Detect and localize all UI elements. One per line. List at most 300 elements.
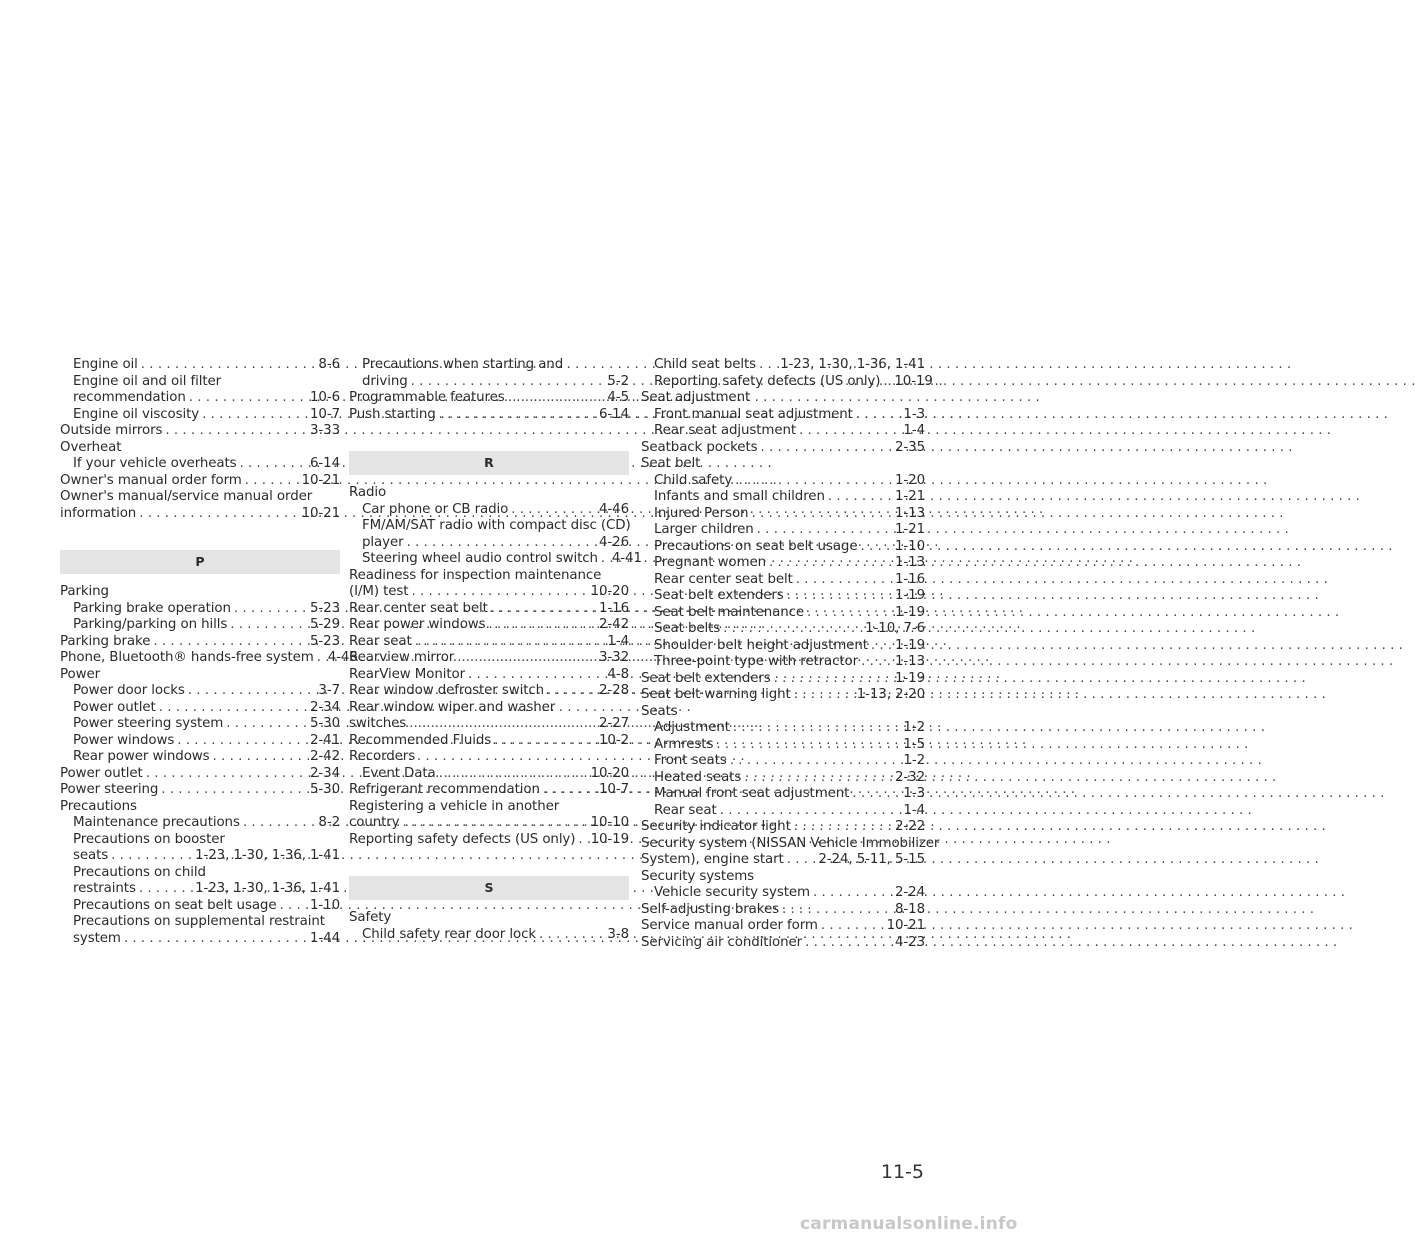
index-entry <box>641 786 925 803</box>
dot-leader <box>436 407 598 424</box>
section-letter-header: S <box>349 876 629 900</box>
index-entry <box>641 803 925 820</box>
dot-leader <box>174 733 309 750</box>
dot-leader <box>508 502 598 519</box>
index-page-ref: 4-41 <box>611 551 642 566</box>
index-page-ref: 1-3 <box>903 406 925 422</box>
index-page-ref: 1-19 <box>895 604 925 620</box>
index-entry <box>60 848 340 865</box>
index-entry <box>60 390 340 407</box>
index-page-ref: 10-19 <box>894 373 933 389</box>
index-page-ref: 10-21 <box>886 918 925 933</box>
index-entry-label: Precautions <box>60 798 137 814</box>
index-entry-label: Parking <box>60 584 109 599</box>
index-page-ref: 1-19 <box>895 637 925 653</box>
index-entry <box>60 898 340 915</box>
index-page-ref: 4-23 <box>895 934 925 950</box>
index-page-ref: 1-2 <box>903 720 925 735</box>
index-page-ref: 8-6 <box>318 357 340 372</box>
index-entry-label: Event Data <box>362 765 436 781</box>
dot-leader <box>727 753 903 770</box>
index-entry-label: Parking/parking on hills <box>73 617 228 632</box>
index-entry <box>349 601 629 618</box>
index-page-ref: 2-42 <box>310 749 340 764</box>
index-page-ref: 4-46 <box>327 650 358 665</box>
index-heading <box>641 835 940 853</box>
index-entry <box>60 473 340 490</box>
index-entry-label: Overheat <box>60 439 122 455</box>
index-entry-label: Reporting safety defects (US only) <box>654 373 881 389</box>
index-entry <box>641 720 925 737</box>
dot-leader <box>868 638 894 655</box>
index-page-ref: 1-4 <box>903 423 925 438</box>
index-entry-label: Outside mirrors <box>60 423 163 438</box>
index-page-ref: 4-26 <box>599 534 629 550</box>
index-entry-label: Seatback pockets <box>641 439 758 455</box>
index-entry-label: Power windows <box>73 732 175 748</box>
index-entry <box>641 373 933 391</box>
index-entry-label: Shoulder belt height adjustment <box>654 637 868 653</box>
index-page-ref: 1-13, 2-20 <box>856 687 925 702</box>
index-page-ref: 3-8 <box>607 926 629 942</box>
dot-leader <box>732 473 894 490</box>
dot-leader <box>138 357 318 374</box>
index-page-ref: 1-10, 7-6 <box>865 621 925 636</box>
index-entry <box>349 617 629 634</box>
index-entry <box>60 749 340 766</box>
index-entry-label: Owner's manual order form <box>60 472 242 488</box>
dot-leader <box>791 687 856 704</box>
index-page-ref: 2-28 <box>599 683 629 698</box>
index-entry <box>60 601 340 618</box>
dot-leader <box>162 423 309 440</box>
section-spacer <box>349 848 629 872</box>
index-column-3 <box>641 357 940 951</box>
index-entry <box>641 737 925 754</box>
index-entry-label: Rear power windows <box>73 749 210 764</box>
dot-leader <box>185 683 318 700</box>
index-page-ref: 4-46 <box>599 501 629 517</box>
index-page-ref: 5-30 <box>310 782 340 797</box>
index-entry-label: seats <box>73 848 109 863</box>
index-entry <box>60 506 340 523</box>
index-heading <box>349 799 629 816</box>
index-entry-label: Adjustment <box>654 720 730 735</box>
index-entry-label: Larger children <box>654 522 754 537</box>
dot-leader <box>240 815 318 832</box>
index-page-ref: 1-44 <box>310 930 340 946</box>
index-entry-label: Servicing air conditioner <box>641 934 803 950</box>
index-entry-label: Security indicator light <box>641 819 791 834</box>
index-entry-label: Seat belt maintenance <box>654 604 805 620</box>
index-page-ref: 1-13 <box>895 505 925 521</box>
dot-leader <box>880 374 893 391</box>
index-entry <box>349 716 629 733</box>
section-letter-header: P <box>60 550 340 574</box>
index-heading <box>349 700 629 717</box>
index-page-ref: 2-27 <box>599 716 629 731</box>
index-page-ref: 10-10 <box>590 815 629 830</box>
index-entry <box>641 473 925 490</box>
index-entry-label: Rear center seat belt <box>654 571 793 587</box>
dot-leader <box>536 927 606 944</box>
index-entry <box>641 638 925 655</box>
dot-leader <box>242 473 301 490</box>
dot-leader <box>796 423 902 440</box>
index-entry <box>641 489 925 506</box>
index-entry <box>349 683 629 700</box>
index-heading <box>60 667 340 684</box>
index-page-ref: 1-13 <box>895 654 925 669</box>
index-entry-label: Armrests <box>654 736 714 752</box>
index-page-ref: 4-5 <box>607 390 629 405</box>
index-entry <box>641 902 925 919</box>
index-entry-label: Injured Person <box>654 505 749 521</box>
index-entry-label: Service manual order form <box>641 918 818 933</box>
index-entry-label: player <box>362 534 404 550</box>
dot-leader <box>136 506 300 523</box>
index-entry <box>641 935 925 952</box>
index-entry-label: Precautions on child <box>73 864 206 880</box>
index-entry-label: Security system (NISSAN Vehicle Immobilizer <box>641 835 940 851</box>
index-entry <box>641 539 925 556</box>
index-entry-label: system <box>73 930 121 946</box>
dot-leader <box>436 766 590 783</box>
index-column-2 <box>349 357 642 943</box>
index-heading <box>60 914 340 931</box>
index-entry-label: Pregnant women <box>654 555 766 570</box>
index-page-ref: 10-2 <box>599 732 629 748</box>
dot-leader <box>575 832 589 849</box>
index-entry <box>641 819 925 836</box>
dot-leader <box>454 650 598 667</box>
index-entry <box>641 407 925 424</box>
dot-leader <box>598 551 611 568</box>
index-entry <box>641 605 925 622</box>
index-entry-label: Rear power windows <box>349 617 486 632</box>
dot-leader <box>818 918 886 935</box>
index-page-ref: 10-21 <box>301 472 340 488</box>
index-entry-label: Seat belt warning light <box>641 687 791 702</box>
index-entry <box>641 572 925 589</box>
index-entry-label: Seat belt extenders <box>641 670 771 686</box>
dot-leader <box>717 803 903 820</box>
dot-leader <box>488 601 598 618</box>
dot-leader <box>121 931 309 948</box>
index-entry-label: Heated seats <box>654 769 742 785</box>
index-entry-label: System), engine start <box>641 852 784 867</box>
index-entry <box>641 918 925 935</box>
index-entry-label: Child safety <box>654 472 733 488</box>
dot-leader <box>810 885 894 902</box>
index-page-ref: 1-16 <box>895 571 925 587</box>
index-entry <box>641 423 925 440</box>
index-page-ref: 1-20 <box>895 472 925 488</box>
index-page-ref: 6-14 <box>599 406 629 422</box>
index-page-ref: 2-42 <box>599 617 629 632</box>
index-page-ref: 10-21 <box>301 505 340 521</box>
index-entry-label: Readiness for inspection maintenance <box>349 567 602 583</box>
index-entry <box>60 716 340 733</box>
index-heading <box>60 374 340 391</box>
index-entry <box>60 407 340 424</box>
index-entry-label: Parking brake operation <box>73 600 231 616</box>
index-entry-label: Rear seat <box>654 802 717 818</box>
index-page-ref: 4-8 <box>607 666 629 682</box>
dot-leader <box>143 766 309 783</box>
dot-leader <box>756 357 779 374</box>
index-entry-label: Push starting <box>349 406 436 422</box>
index-page-ref: 1-3 <box>903 786 925 801</box>
index-entry-label: Precautions on seat belt usage <box>73 897 277 913</box>
dot-leader <box>227 617 309 634</box>
index-page-ref: 5-29 <box>310 617 340 632</box>
index-entry-label: country <box>349 815 400 830</box>
index-entry <box>349 650 629 667</box>
index-entry <box>60 700 340 717</box>
dot-leader <box>784 588 894 605</box>
index-heading <box>641 390 925 407</box>
index-page-ref: 2-24 <box>895 885 925 900</box>
index-entry <box>60 815 340 832</box>
dot-leader <box>136 881 194 898</box>
index-page-ref: 5-23 <box>310 633 340 649</box>
index-heading <box>641 456 925 473</box>
dot-leader <box>156 700 309 717</box>
index-entry-label: Precautions on booster <box>73 831 225 847</box>
index-page-ref: 1-5 <box>903 736 925 752</box>
index-entry-label: Child seat belts <box>654 357 757 372</box>
dot-leader <box>849 786 902 803</box>
index-entry-label: Manual front seat adjustment <box>654 786 850 801</box>
dot-leader <box>544 683 598 700</box>
index-page-ref: 2-34 <box>310 699 340 715</box>
dot-leader <box>186 390 309 407</box>
index-page-ref: 10-7 <box>599 782 629 797</box>
dot-leader <box>540 782 598 799</box>
index-entry-label: Rearview mirror <box>349 650 455 665</box>
index-entry-label: Security systems <box>641 868 755 884</box>
dot-leader <box>791 819 894 836</box>
dot-leader <box>158 782 309 799</box>
dot-leader <box>766 555 894 572</box>
index-entry-label: switches <box>349 716 407 731</box>
dot-leader <box>804 605 894 622</box>
index-entry <box>60 634 340 651</box>
dot-leader <box>491 733 598 750</box>
index-entry <box>349 551 642 568</box>
index-entry-label: Front seats <box>654 753 727 768</box>
dot-leader <box>757 440 894 457</box>
dot-leader <box>465 667 606 684</box>
index-page-ref: 2-41 <box>310 732 340 748</box>
index-entry-label: Child safety rear door lock <box>362 926 536 942</box>
index-entry-label: Power steering <box>60 782 159 797</box>
dot-leader <box>150 634 309 651</box>
dot-leader <box>784 852 818 869</box>
index-heading <box>60 584 340 601</box>
index-page-ref: 1-16 <box>599 600 629 616</box>
index-entry-label: Self-adjusting brakes <box>641 901 779 917</box>
index-entry-label: Precautions on seat belt usage <box>654 538 858 554</box>
dot-leader <box>825 489 894 506</box>
index-entry <box>349 815 629 832</box>
index-entry-label: Engine oil <box>73 357 138 372</box>
index-entry <box>60 733 340 750</box>
page-number: 11-5 <box>880 1161 924 1183</box>
index-entry <box>60 423 340 440</box>
index-entry-label: recommendation <box>73 390 186 405</box>
index-entry <box>641 588 925 605</box>
index-entry <box>60 881 340 898</box>
dot-leader <box>408 584 589 601</box>
index-heading <box>349 749 629 766</box>
index-entry-label: Seat belt extenders <box>654 588 784 603</box>
index-entry-label: Precautions on supplemental restraint <box>73 914 325 929</box>
index-entry <box>641 440 925 457</box>
index-entry-label: Owner's manual/service manual order <box>60 489 313 504</box>
index-heading <box>641 704 925 721</box>
index-page-ref: 1-4 <box>607 633 629 649</box>
index-entry-label: Seat adjustment <box>641 390 751 405</box>
index-entry-label: Steering wheel audio control switch <box>362 551 598 566</box>
index-entry-label: Precautions when starting and <box>362 357 564 372</box>
index-page-ref: 6-14 <box>310 456 340 471</box>
index-heading <box>641 869 925 886</box>
index-entry-label: Vehicle security system <box>654 885 810 900</box>
index-entry-label: Radio <box>349 485 387 500</box>
index-entry-label: Programmable features <box>349 390 505 405</box>
index-entry-label: Rear center seat belt <box>349 600 488 616</box>
index-entry <box>349 832 629 849</box>
dot-leader <box>408 374 607 391</box>
index-entry-label: Safety <box>349 910 392 925</box>
index-entry-label: Parking brake <box>60 633 151 649</box>
index-entry <box>60 782 340 799</box>
index-entry-label: Seat belt <box>641 456 701 471</box>
index-entry <box>641 654 925 671</box>
index-entry-label: Refrigerant recommendation <box>349 782 540 797</box>
index-heading <box>349 357 629 374</box>
index-entry-label: Power outlet <box>73 699 156 715</box>
dot-leader <box>853 407 903 424</box>
dot-leader <box>412 634 607 651</box>
index-entry-label: Phone, Bluetooth® hands-free system <box>60 650 314 665</box>
index-entry <box>349 502 629 519</box>
index-page-ref: 10-19 <box>590 831 629 847</box>
index-entry-label: Rear window defroster switch <box>349 683 544 698</box>
index-page-ref: 10-7 <box>310 406 340 422</box>
index-entry <box>60 357 340 374</box>
index-page-ref: 2-24, 5-11, 5-15 <box>818 852 925 867</box>
index-entry <box>641 621 925 638</box>
dot-leader <box>505 390 607 407</box>
index-entry <box>641 852 925 869</box>
dot-leader <box>237 456 309 473</box>
index-entry-label: RearView Monitor <box>349 666 465 682</box>
dot-leader <box>199 407 309 424</box>
index-entry-label: Front manual seat adjustment <box>654 406 853 422</box>
index-page-ref: 1-2 <box>903 753 925 768</box>
dot-leader <box>720 621 864 638</box>
dot-leader <box>858 654 894 671</box>
index-entry <box>349 374 629 391</box>
index-entry-label: Three-point type with retractor <box>654 654 859 669</box>
index-page-ref: 1-4 <box>903 802 925 818</box>
index-page-ref: 3-32 <box>599 650 629 665</box>
index-entry <box>60 617 340 634</box>
index-entry-label: Registering a vehicle in another <box>349 798 560 814</box>
index-entry <box>641 671 925 688</box>
section-spacer <box>349 423 629 447</box>
dot-leader <box>802 935 894 952</box>
index-page-ref: 5-23 <box>310 600 340 616</box>
index-page-ref: 1-19 <box>895 588 925 603</box>
index-page-ref: 2-35 <box>895 439 925 455</box>
index-entry <box>641 687 925 704</box>
index-entry-label: Rear seat <box>349 633 412 649</box>
index-heading <box>349 568 629 585</box>
dot-leader <box>223 716 309 733</box>
dot-leader <box>730 720 903 737</box>
index-entry <box>641 753 925 770</box>
index-page-ref: 5-30 <box>310 716 340 731</box>
index-entry-label: Engine oil and oil filter <box>73 373 222 389</box>
index-page-ref: 2-22 <box>895 819 925 834</box>
dot-leader <box>400 815 590 832</box>
index-entry <box>641 506 925 523</box>
index-page-ref: 1-21 <box>895 522 925 537</box>
dot-leader <box>793 572 894 589</box>
index-heading <box>349 518 629 535</box>
index-entry <box>60 931 340 948</box>
index-entry <box>349 782 629 799</box>
index-entry <box>641 770 925 787</box>
dot-leader <box>231 601 309 618</box>
index-page-ref: 1-13 <box>895 555 925 570</box>
index-entry <box>349 766 629 783</box>
dot-leader <box>713 737 902 754</box>
index-entry-label: information <box>60 505 137 521</box>
dot-leader <box>406 716 598 733</box>
index-page-ref: 1-19 <box>895 670 925 686</box>
dot-leader <box>486 617 598 634</box>
index-entry <box>641 555 925 572</box>
index-page-ref: 1-23, 1-30, 1-36, 1-41 <box>195 881 340 896</box>
index-entry <box>60 683 340 700</box>
index-entry-label: Engine oil viscosity <box>73 406 200 422</box>
index-page-ref: 10-20 <box>590 584 629 599</box>
section-letter-header: R <box>349 451 629 475</box>
index-entry-label: Recorders <box>349 749 416 764</box>
dot-leader <box>771 671 894 688</box>
index-entry <box>349 667 629 684</box>
index-entry-label: Power outlet <box>60 765 143 781</box>
index-entry <box>349 733 629 750</box>
index-entry <box>60 650 358 667</box>
index-entry <box>349 927 629 944</box>
dot-leader <box>754 522 894 539</box>
index-entry-label: Power steering system <box>73 716 224 731</box>
index-heading <box>349 910 629 927</box>
dot-leader <box>857 539 894 556</box>
index-entry <box>641 357 925 374</box>
dot-leader <box>276 898 309 915</box>
dot-leader <box>404 535 599 552</box>
section-spacer <box>60 522 340 546</box>
dot-leader <box>779 902 894 919</box>
index-page-ref: 10-6 <box>310 390 340 405</box>
